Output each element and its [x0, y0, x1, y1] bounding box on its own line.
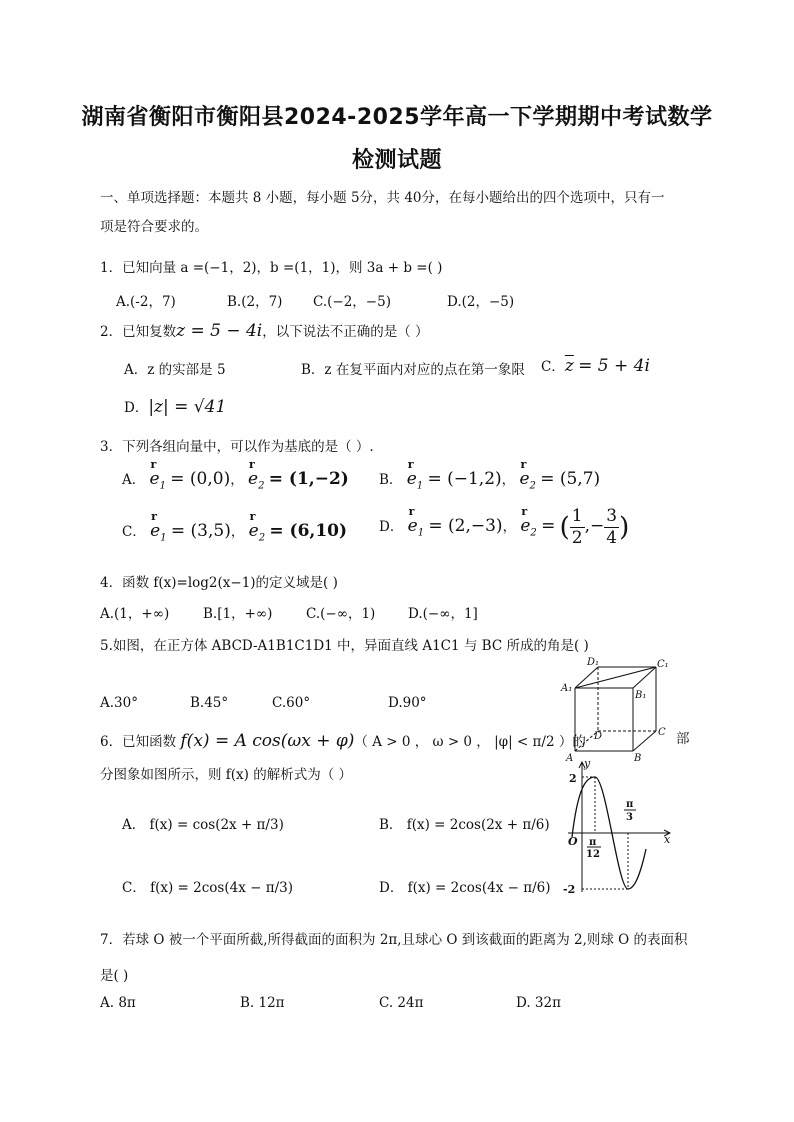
q3-option-d-label: D．	[379, 519, 404, 535]
paren-right: )	[619, 512, 630, 543]
tick-pi-12-den: 12	[586, 849, 600, 860]
q2-option-d-label: D．	[124, 400, 149, 416]
q6-option-c: C． f(x) = 2cos(4x − π/3)	[122, 880, 294, 896]
q4-option-c: C.(−∞，1)	[306, 606, 376, 622]
question-7-stem: 7．若球 O 被一个平面所截,所得截面的面积为 2π,且球心 O 到该截面的距离为 2,则球 O 的表面积	[100, 932, 688, 948]
q1-option-d: D.(2，−5)	[447, 294, 515, 310]
q2-stem-prefix: 2．已知复数	[100, 324, 177, 340]
question-7-stem-cont: 是( )	[100, 968, 129, 984]
fraction-denominator: 2	[571, 528, 583, 548]
fraction-numerator: 3	[606, 506, 618, 526]
e1-vector: r $e_1$	[408, 516, 424, 538]
question-3-stem: 3．下列各组向量中，可以作为基底的是（ ）.	[100, 439, 374, 455]
e2-vector: r $e_2$	[249, 521, 265, 543]
q2-option-d-math: |z| = √41	[148, 397, 227, 417]
tick-pi-3-num: π	[626, 799, 634, 810]
q6-stem-tail: 部	[676, 731, 690, 747]
tick-pi-12-num: π	[589, 837, 597, 848]
q3-c-e2-value: = (6,10)	[269, 521, 348, 541]
e1-vector: r $e_1$	[407, 469, 423, 491]
fraction-3-4	[604, 508, 619, 547]
q6-option-d: D． f(x) = 2cos(4x − π/6)	[379, 880, 551, 896]
label-b1: B₁	[635, 690, 647, 701]
q4-option-d: D.(−∞，1]	[408, 606, 478, 622]
label-a: A	[566, 753, 574, 763]
label-d: D	[594, 731, 603, 742]
comma: ,−	[584, 516, 605, 536]
q5-option-d: D.90°	[388, 695, 427, 711]
equals-sign: =	[541, 516, 556, 536]
q1-option-b: B.(2，7)	[227, 294, 283, 310]
fraction-numerator: 1	[571, 506, 583, 526]
tick-pi-3-den: 3	[626, 812, 633, 823]
label-b: B	[634, 753, 642, 763]
question-4-stem: 4．函数 f(x)=log2(x−1)的定义域是( )	[100, 575, 338, 591]
e1-vector: r $e_1$	[150, 469, 166, 491]
fraction-1-2	[570, 508, 585, 547]
q2-stem-suffix: ，以下说法不正确的是（ ）	[262, 324, 429, 340]
origin-label: O	[568, 835, 578, 848]
question-6-stem	[100, 730, 586, 751]
q3-a-e1-value: = (0,0)	[170, 469, 231, 489]
section-heading: 一、单项选择题：本题共 8 小题，每小题 5分，共 40分，在每小题给出的四个选项中，只有一	[100, 190, 665, 206]
question-5-stem: 5.如图，在正方体 ABCD-A1B1C1D1 中，异面直线 A1C1 与 BC 所成的角是( )	[100, 638, 589, 654]
cosine-graph	[560, 757, 680, 897]
q6-option-b: B． f(x) = 2cos(2x + π/6)	[379, 817, 550, 833]
label-d1: D₁	[587, 657, 600, 668]
q7-option-c: C. 24π	[379, 995, 424, 1011]
e1-vector: r $e_1$	[150, 521, 166, 543]
q2-stem-math: z = 5 − 4i	[176, 321, 263, 341]
q2-option-d	[124, 396, 226, 417]
q3-option-d: D． r $e_1 = (2,-3)$， r $e_2$ = ( $\frac{1}{2}$ ,− $\frac{3}{4}$ )	[379, 508, 629, 547]
label-a1: A₁	[561, 683, 573, 694]
q6-stem-function: f(x) = A cos(ωx + φ)	[180, 731, 355, 751]
q7-option-b: B. 12π	[240, 995, 285, 1011]
q3-c-e1-value: = (3,5)	[170, 521, 231, 541]
q2-option-b: B．z 在复平面内对应的点在第一象限	[301, 362, 525, 378]
q5-option-b: B.45°	[190, 695, 229, 711]
section-heading-cont: 项是符合要求的。	[100, 219, 208, 235]
q2-option-c	[541, 355, 650, 376]
y-axis-label: y	[584, 757, 591, 770]
x-axis-label: x	[664, 833, 671, 846]
edge-bc	[633, 731, 656, 751]
paren-left: (	[559, 512, 570, 543]
q3-option-b: B． r $e_1 = (-1,2)$， r $e_2 = (5,7)$	[379, 468, 600, 491]
q3-b-e1-value: = (−1,2)	[427, 469, 502, 489]
label-c1: C₁	[657, 659, 669, 670]
label-c: C	[658, 727, 666, 738]
fraction-denominator: 4	[606, 528, 618, 548]
q7-option-d: D. 32π	[516, 995, 561, 1011]
q5-option-c: C.60°	[272, 695, 311, 711]
q3-a-e2-value: = (1,−2)	[268, 469, 349, 489]
q3-option-a-label: A．	[122, 472, 146, 488]
question-6-stem-line2: 分图象如图所示，则 f(x) 的解析式为（ ）	[100, 767, 353, 783]
q3-option-c: C． r $e_1 = (3,5)$， r $e_2 = (6,10)$	[122, 520, 347, 543]
q1-option-a: A.(-2，7)	[116, 294, 176, 310]
q3-option-c-label: C．	[122, 524, 146, 540]
ymin-label: -2	[563, 883, 576, 896]
e2-vector: r $e_2$	[248, 469, 264, 491]
exam-title: 湖南省衡阳市衡阳县2024-2025学年高一下学期期中考试数学	[81, 105, 713, 130]
q4-option-b: B.[1，+∞)	[203, 606, 273, 622]
q3-d-e1-value: = (2,−3)	[428, 516, 503, 536]
q1-option-c: C.(−2，−5)	[313, 294, 391, 310]
e2-vector: r $e_2$	[519, 469, 535, 491]
question-2-stem	[100, 320, 429, 341]
e2-vector: r $e_2$	[520, 516, 536, 538]
q2-option-c-math: = 5 + 4i	[578, 356, 650, 376]
q2-option-c-label: C．	[541, 359, 565, 375]
z-bar-symbol: $\overline{z}$	[564, 356, 574, 376]
question-1-stem: 1．已知向量 a =(−1，2)，b =(1，1)，则 3a + b =( )	[100, 260, 443, 276]
q3-option-b-label: B．	[379, 472, 403, 488]
q2-option-a: A．z 的实部是 5	[124, 362, 226, 378]
q3-b-e2-value: = (5,7)	[540, 469, 601, 489]
q6-stem-conditions: （ A > 0 ， ω > 0 ， |φ| < π/2 ）的	[354, 734, 586, 750]
exam-title-cont: 检测试题	[351, 148, 442, 173]
q6-stem-prefix: 6．已知函数	[100, 734, 177, 750]
q6-option-a: A． f(x) = cos(2x + π/3)	[122, 817, 284, 833]
q5-option-a: A.30°	[100, 695, 138, 711]
ymax-label: 2	[569, 772, 577, 785]
q4-option-a: A.(1，+∞)	[100, 606, 170, 622]
q7-option-a: A. 8π	[100, 995, 136, 1011]
q3-option-a: A． r $e_1 = (0,0)$， r $e_2 = (1,-2)$	[122, 468, 349, 491]
